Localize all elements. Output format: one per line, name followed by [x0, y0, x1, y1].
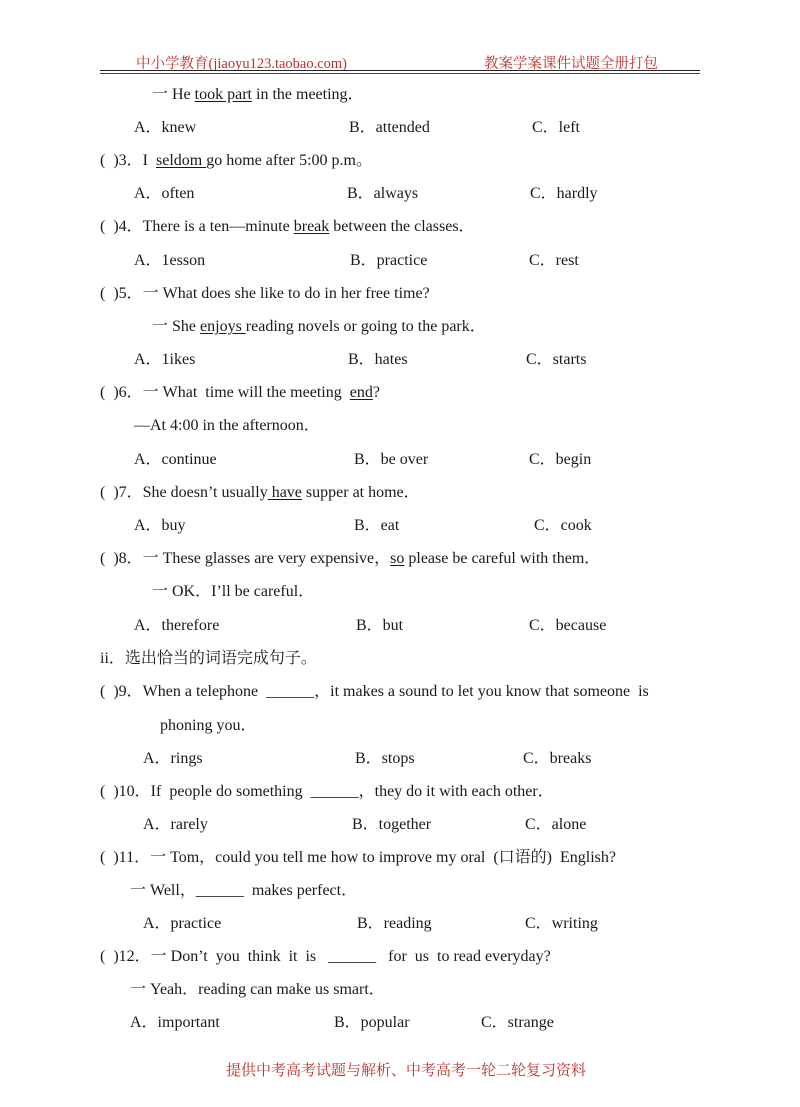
- underlined-word: so: [390, 550, 405, 567]
- underlined-word: enjoys: [200, 318, 246, 335]
- question-6-line-2: —At 4:00 in the afternoon．: [134, 417, 320, 434]
- option-c: C．hardly: [530, 185, 598, 202]
- option-c: C．strange: [481, 1014, 554, 1031]
- question-12-line-2: 一 Yeah．reading can make us smart．: [130, 981, 385, 998]
- option-b: B．eat: [354, 517, 400, 534]
- underlined-word: seldom: [156, 152, 207, 169]
- underlined-word: end: [349, 384, 373, 401]
- option-c: C．writing: [525, 915, 598, 932]
- question-5-line-2: 一 She enjoys reading novels or going to the park．: [152, 318, 486, 335]
- header-left-text: 中小学教育(jiaoyu123.taobao.com): [136, 56, 348, 72]
- option-a: A．knew: [134, 119, 197, 136]
- option-c: C．starts: [526, 351, 587, 368]
- option-a: A．buy: [134, 517, 186, 534]
- option-b: B．reading: [357, 915, 432, 932]
- option-b: B．always: [347, 185, 419, 202]
- footer-text: 提供中考高考试题与解析、中考高考一轮二轮复习资料: [226, 1063, 587, 1079]
- option-b: B．popular: [334, 1014, 410, 1031]
- question-2-line: 一 He took part in the meeting．: [152, 86, 364, 103]
- option-c: C．left: [532, 119, 580, 136]
- question-10-line: ( )10．If people do something ______，they do it with each other．: [100, 783, 554, 800]
- question-11-line-1: ( )11．一 Tom，could you tell me how to improve my oral (口语的) English?: [100, 849, 616, 866]
- question-11-line-2: 一 Well，______ makes perfect．: [130, 882, 358, 899]
- option-a: A．1ikes: [134, 351, 196, 368]
- option-c: C．cook: [534, 517, 592, 534]
- underlined-word: break: [293, 218, 330, 235]
- option-b: B．hates: [348, 351, 408, 368]
- header-rule-thin: [100, 73, 700, 74]
- header-rule: [100, 70, 700, 71]
- option-b: B．practice: [350, 252, 428, 269]
- option-a: A．often: [134, 185, 195, 202]
- option-a: A．rarely: [143, 816, 208, 833]
- option-c: C．because: [529, 617, 607, 634]
- option-b: B．but: [356, 617, 404, 634]
- question-12-line-1: ( )12．一 Don’t you think it is ______ for us to read everyday?: [100, 948, 551, 965]
- question-6-line-1: ( )6．一 What time will the meeting end?: [100, 384, 380, 401]
- underlined-word: took part: [194, 86, 252, 103]
- question-9-line-1: ( )9．When a telephone ______，it makes a sound to let you know that someone is: [100, 683, 649, 700]
- option-b: B．stops: [355, 750, 415, 767]
- underlined-word: have: [267, 484, 302, 501]
- question-4-line: ( )4．There is a ten—minute break between the classes．: [100, 218, 475, 235]
- option-a: A．1esson: [134, 252, 206, 269]
- option-a: A．continue: [134, 451, 217, 468]
- header-right-text: 教案学案课件试题全册打包: [484, 56, 658, 72]
- question-5-line-1: ( )5．一 What does she like to do in her free time?: [100, 285, 430, 302]
- option-c: C．begin: [529, 451, 592, 468]
- question-8-line-1: ( )8．一 These glasses are very expensive，so please be careful with them．: [100, 550, 601, 567]
- option-b: B．attended: [349, 119, 430, 136]
- question-8-line-2: 一 OK．I’ll be careful．: [152, 583, 315, 600]
- option-a: A．therefore: [134, 617, 220, 634]
- question-9-line-2: phoning you．: [160, 717, 257, 734]
- section-heading: ii．选出恰当的词语完成句子。: [100, 650, 317, 667]
- option-c: C．rest: [529, 252, 579, 269]
- option-a: A．practice: [143, 915, 222, 932]
- option-a: A．important: [130, 1014, 220, 1031]
- option-a: A．rings: [143, 750, 203, 767]
- option-c: C．alone: [525, 816, 587, 833]
- option-b: B．together: [352, 816, 432, 833]
- option-b: B．be over: [354, 451, 429, 468]
- question-7-line: ( )7．She doesn’t usually have supper at home．: [100, 484, 420, 501]
- question-3-line: ( )3．I seldom go home after 5:00 p.m。: [100, 152, 372, 169]
- option-c: C．breaks: [523, 750, 592, 767]
